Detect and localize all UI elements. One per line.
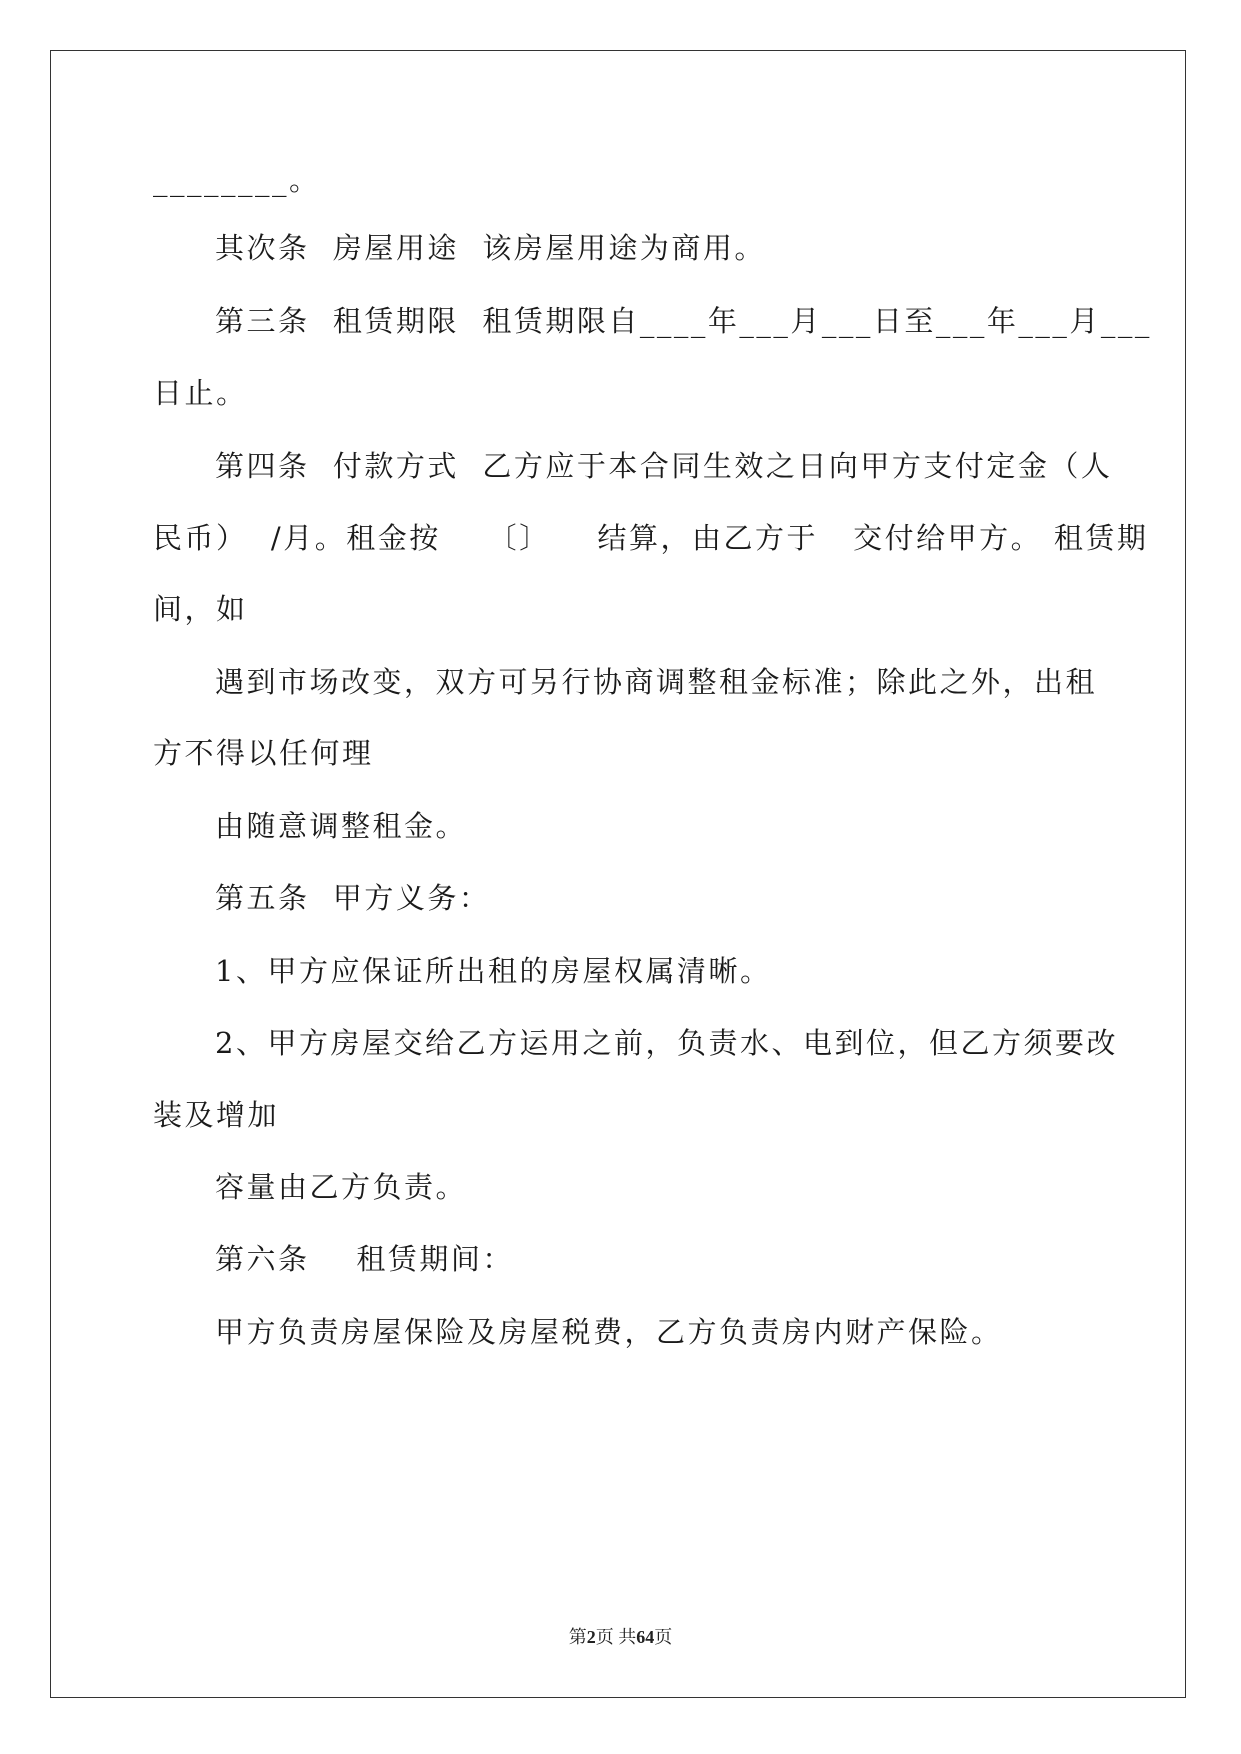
text-line-item-2: 2、甲方房屋交给乙方运用之前，负责水、电到位，但乙方须要改 — [215, 1026, 1118, 1060]
page-border — [50, 50, 1186, 1698]
text-line-article-3: 第三条 租赁期限 租赁期限自____年___月___日至___年___月___ — [215, 304, 1152, 338]
current-page-number: 2 — [586, 1627, 596, 1647]
text-line: 由随意调整租金。 — [215, 809, 468, 843]
footer-mid: 页 共 — [595, 1627, 637, 1647]
text-line: 民币） /月。租金按 〔〕 结算，由乙方于 交付给甲方。 租赁期 — [153, 521, 1149, 555]
text-line-article-2: 其次条 房屋用途 该房屋用途为商用。 — [215, 231, 766, 265]
text-line: 方不得以任何理 — [153, 736, 374, 770]
text-line-item-1: 1、甲方应保证所出租的房屋权属清晰。 — [215, 954, 772, 988]
text-line: 遇到市场改变，双方可另行协商调整租金标准；除此之外，出租 — [215, 665, 1098, 699]
text-line-article-5: 第五条 甲方义务： — [215, 881, 491, 915]
footer-prefix: 第 — [568, 1627, 587, 1647]
total-page-count: 64 — [636, 1627, 655, 1647]
text-line: ________。 — [153, 163, 321, 197]
text-line: 日止。 — [153, 376, 248, 410]
text-line-article-4: 第四条 付款方式 乙方应于本合同生效之日向甲方支付定金（人 — [215, 449, 1113, 483]
footer-suffix: 页 — [654, 1627, 673, 1647]
text-line: 装及增加 — [153, 1098, 280, 1132]
text-line: 甲方负责房屋保险及房屋税费，乙方负责房内财产保险。 — [215, 1315, 1003, 1349]
text-line: 间，如 — [153, 592, 248, 626]
page-footer — [0, 1623, 1241, 1649]
text-line: 容量由乙方负责。 — [215, 1170, 468, 1204]
text-line-article-6: 第六条 租赁期间： — [215, 1242, 514, 1276]
